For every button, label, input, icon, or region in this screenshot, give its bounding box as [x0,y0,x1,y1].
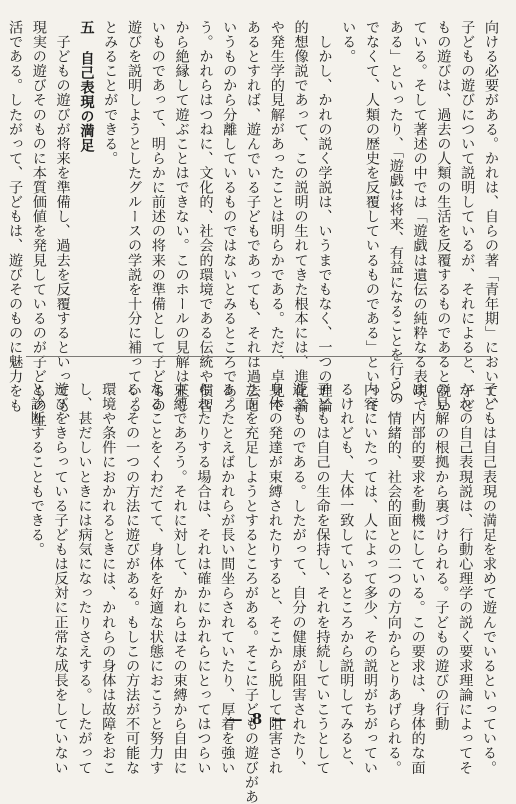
text-column: る。たとえばかれらが長い間坐らされていたり、厚着を強い [219,382,236,775]
text-column: 子どもは自己表現の満足を求めて遊んでいるといっている。 [481,382,497,775]
text-column: 向ける必要がある。かれは、自らの著「青年期」において、 [483,20,499,413]
text-column: ている。そして著述の中では「遊戯は遺伝の純粋なる表現で [411,20,428,413]
upper-text-block [7,20,502,428]
text-column: とみることができる。 [102,20,119,166]
text-column: 子どもは自己の生命を保持し、それを持続していこうとして [314,382,331,775]
text-column: 環境や条件におかれるときには、かれらの身体は故障をおこ [100,382,117,775]
text-column: う。かれらはつねに、文化的、社会的環境である伝統や慣習 [197,20,214,413]
text-column: る。その一つの方法に遊びがある。もしこの方法が不可能な [124,382,141,775]
text-column: の見解の根拠から裏づけられる。子どもの遊びの行動 [433,382,450,732]
text-column: あるとすれば、遊んでいる子どもであっても、それは過去と [245,20,262,413]
text-column: 子どもの遊びについて説明しているが、それによると、子ど [459,20,476,413]
text-column: もの遊びは、過去の人類の生活を反覆するものであると説い [435,20,452,413]
text-column: られたりする場合は、それは確かにかれらにとってはつらい [195,382,212,775]
text-column: なることをくわだてて、身体を好適な状態におこうと努力す [147,382,164,775]
text-column: や発生学的見解があったことは明らかである。ただ、卓見で [268,20,285,413]
text-column: し、甚だしいときには病気になったりさえする。したがって [76,382,93,775]
text-column: 内容にいたっては、人によって多少、その説明がちがってい [362,382,379,775]
text-column: は、内部的要求を動機にしている。この要求は、身体的な面 [409,382,426,775]
lower-text-block [26,382,500,804]
section-divider [26,356,490,357]
text-column: 遊ぶものである。したがって、自分の健康が阻害されたり、 [290,382,307,775]
text-column: でなくて、人類の歴史を反覆しているものである」といって [364,20,381,413]
text-column: いる。 [340,20,357,64]
text-column: 束縛であろう。それに対して、かれらはその束縛から自由に [171,382,188,775]
text-column: いうものから分離しているものではないとみるところであろ [221,20,238,413]
text-column: 遊びをきらっている子どもは反対に正常な成長をしていない [52,382,69,775]
text-column: 身体の発達が束縛されたりすると、そこから脱して阻害され [266,382,283,775]
text-column: いものであって、明らかに前述の将来の準備として子どもの [149,20,166,413]
text-column: 遊びを説明しようとしたグルースの学説を十分に補っている [126,20,143,413]
text-column: た面を充足しようとするところがある。そこに子どもの遊びがあ [243,382,260,804]
text-column: かれの自己表現説は、行動心理学の説く要求理論によってそ [457,382,474,775]
text-column: と、情緒的、社会的面との二つの方向からとりあげられる。 [385,382,402,775]
text-column: 活である。したがって、子どもは、遊びそのものに魅力をも [7,20,24,413]
text-column: しかし、かれの説く学説は、いうまでもなく、一つの理論 [316,20,333,413]
text-column: るけれども、大体一致しているところから説明してみると、 [338,382,355,775]
text-column: 的想像説であって、この説明の生れてきた根本には、進化論 [292,20,309,413]
text-column: 子どもの遊びが将来を準備し、過去を反覆するといっても、 [54,20,71,428]
text-column: と診断することもできる。 [28,382,45,557]
text-column: から絶縁して遊ぶことはできない。このホールの見解は正し [173,20,190,413]
text-column [0,20,2,332]
section-heading: 五 自己表現の満足 [78,20,95,153]
text-column: 現実の遊びそのものに本質価値を発見しているのが子どもの生 [30,20,47,428]
text-column: ある」といったり、「遊戯は将来、有益になることを行うの [387,20,404,406]
page-number: — 8 — [227,710,289,728]
